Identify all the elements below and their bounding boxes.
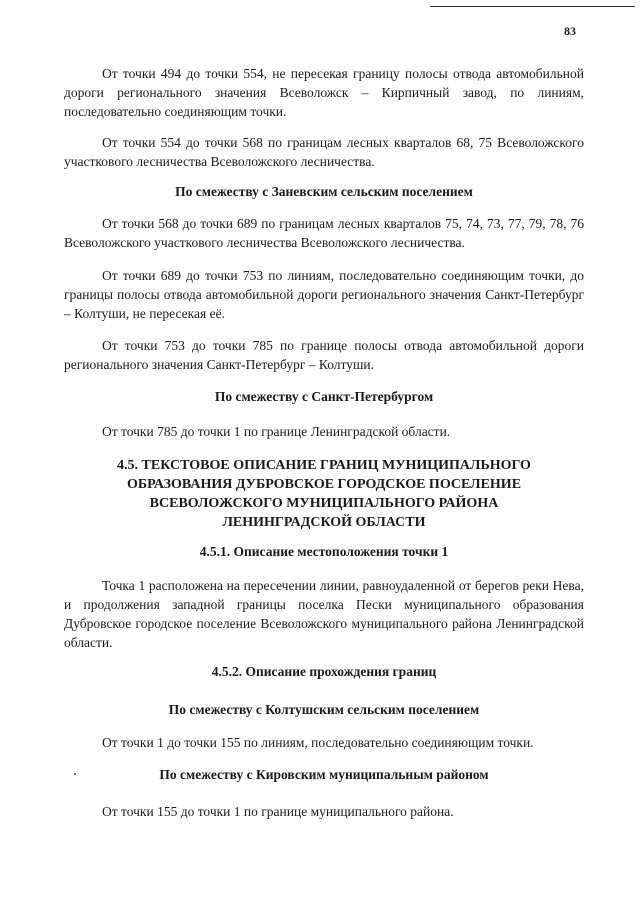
- paragraph-155-1: От точки 155 до точки 1 по границе муниципального района.: [102, 804, 454, 819]
- paragraph-568-689: От точки 568 до точки 689 по границам лесных кварталов 75, 74, 73, 77, 79, 78, 76 Всеволожского участкового лесничества Всеволожского лесничества.: [64, 216, 584, 250]
- heading-4-5-2: 4.5.2. Описание прохождения границ: [211, 664, 437, 679]
- paragraph-point-1: Точка 1 расположена на пересечении линии, равноудаленной от берегов реки Нева, и продолжения западной границы поселка Пески муниципального образования Дубровское городское поселение Всеволожского муниципального района Ленинградской области.: [64, 578, 584, 650]
- heading-4-5-1: 4.5.1. Описание местоположения точки 1: [199, 544, 449, 559]
- paragraph-753-785: От точки 753 до точки 785 по границе полосы отвода автомобильной дороги регионального значения Санкт-Петербург – Колтуши.: [64, 338, 584, 372]
- heading-kirovsky: По смежеству с Кировским муниципальным районом: [159, 767, 489, 782]
- paragraph-1-155: От точки 1 до точки 155 по линиям, последовательно соединяющим точки.: [102, 735, 534, 750]
- paragraph-689-753: От точки 689 до точки 753 по линиям, последовательно соединяющим точки, до границы полосы отвода автомобильной дороги регионального значения Санкт-Петербург – Колтуши, не пересекая её.: [64, 268, 584, 321]
- paragraph-554-568: От точки 554 до точки 568 по границам лесных кварталов 68, 75 Всеволожского участкового лесничества Всеволожского лесничества.: [64, 135, 584, 169]
- paragraph-785-1: От точки 785 до точки 1 по границе Ленинградской области.: [102, 424, 451, 439]
- section-title-4-5: 4.5. ТЕКСТОВОЕ ОПИСАНИЕ ГРАНИЦ МУНИЦИПАЛЬНОГО ОБРАЗОВАНИЯ ДУБРОВСКОЕ ГОРОДСКОЕ ПОСЕЛЕНИЕ ВСЕВОЛОЖСКОГО МУНИЦИПАЛЬНОГО РАЙОНА ЛЕНИНГРАДСКОЙ ОБЛАСТИ: [117, 458, 531, 530]
- heading-spb: По смежеству с Санкт-Петербургом: [214, 389, 434, 404]
- page-number: 83: [564, 24, 576, 38]
- top-rule: [430, 6, 635, 7]
- heading-zanevsky: По смежеству с Заневским сельским поселением: [175, 184, 473, 199]
- paragraph-494-554: От точки 494 до точки 554, не пересекая границу полосы отвода автомобильной дороги регионального значения Всеволожск – Кирпичный завод, по линиям, последовательно соединяющим точки.: [64, 66, 584, 119]
- heading-koltushi: По смежеству с Колтушским сельским поселением: [168, 702, 480, 717]
